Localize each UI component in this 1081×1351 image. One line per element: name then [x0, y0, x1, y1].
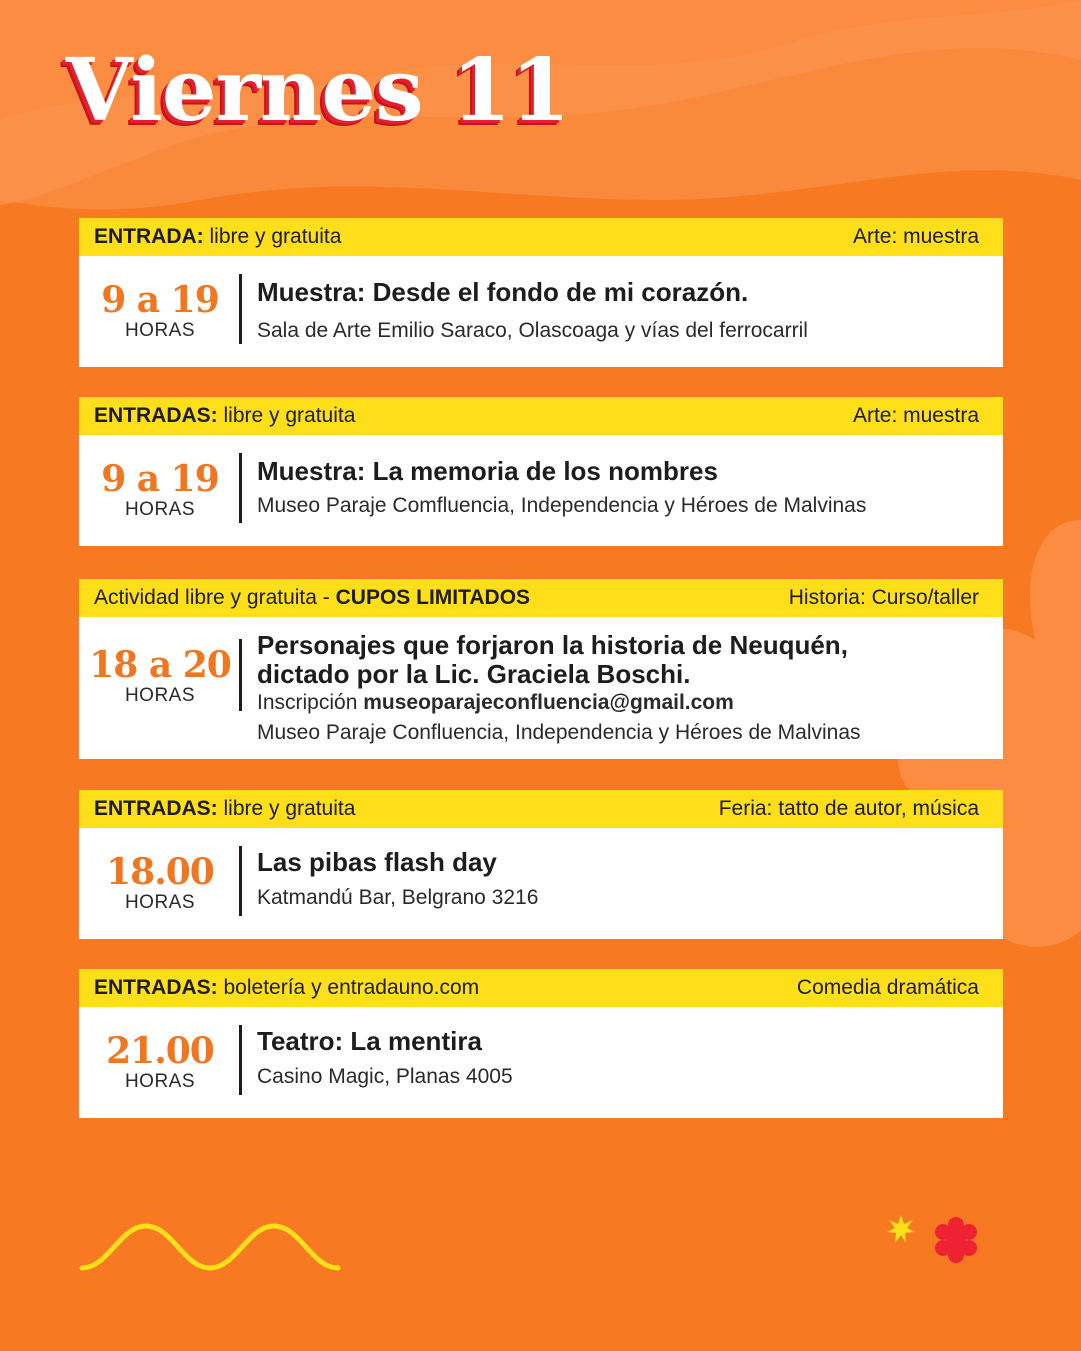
time-range: 18 a 20	[89, 644, 231, 686]
entry-info	[94, 976, 479, 1000]
event-header-bar	[79, 218, 1003, 256]
event-title: Muestra: La memoria de los nombres	[257, 456, 718, 486]
event-title: Teatro: La mentira	[257, 1026, 482, 1056]
event-header-bar	[79, 969, 1003, 1007]
event-time	[79, 828, 241, 939]
event-details	[257, 457, 983, 521]
event-registration	[257, 689, 983, 716]
entry-info	[94, 404, 355, 428]
entry-info	[94, 797, 355, 821]
event-category: Historia: Curso/taller	[788, 586, 979, 609]
wavy-line-icon	[78, 1218, 344, 1278]
entry-label: ENTRADAS:	[94, 976, 218, 999]
divider-line	[239, 846, 242, 916]
entry-value: libre y gratuita	[217, 404, 356, 427]
page-title: Viernes 11	[66, 40, 570, 141]
event-title: Las pibas flash day	[257, 847, 497, 877]
event-time	[79, 435, 241, 546]
event-body	[79, 256, 1003, 367]
event-details	[257, 278, 983, 346]
event-details	[257, 848, 983, 913]
entry-label: ENTRADAS:	[94, 797, 218, 820]
flower-icon	[932, 1216, 980, 1264]
event-location: Museo Paraje Comfluencia, Independencia y Héroes de Malvinas	[257, 494, 867, 517]
divider-line	[239, 453, 242, 523]
event-card-2	[79, 397, 1003, 546]
time-range: 9 a 19	[101, 457, 219, 500]
event-header-bar	[79, 397, 1003, 435]
time-range: 9 a 19	[101, 278, 219, 321]
event-card-1	[79, 218, 1003, 367]
time-unit: HORAS	[124, 891, 196, 913]
entry-value: libre y gratuita	[217, 797, 356, 820]
divider-line	[239, 639, 242, 711]
entry-value: boletería y entradauno.com	[217, 976, 480, 999]
event-details	[257, 1027, 983, 1092]
entry-label: ENTRADA:	[94, 225, 204, 248]
event-card-4	[79, 790, 1003, 939]
divider-line	[239, 274, 242, 344]
time-unit: HORAS	[124, 319, 196, 341]
time-range: 18.00	[106, 850, 214, 893]
event-location: Katmandú Bar, Belgrano 3216	[257, 886, 539, 909]
event-time	[79, 256, 241, 367]
entry-value: Actividad libre y gratuita -	[94, 586, 336, 609]
event-card-5	[79, 969, 1003, 1118]
event-title: Muestra: Desde el fondo de mi corazón.	[257, 277, 749, 307]
event-body	[79, 617, 1003, 759]
registration-email: museoparajeconfluencia@gmail.com	[363, 691, 734, 714]
time-unit: HORAS	[124, 685, 196, 706]
event-location: Museo Paraje Confluencia, Independencia y Héroes de Malvinas	[257, 721, 861, 744]
time-unit: HORAS	[124, 498, 196, 520]
event-time	[79, 617, 241, 737]
event-body	[79, 435, 1003, 546]
event-location: Sala de Arte Emilio Saraco, Olascoaga y vías del ferrocarril	[257, 319, 808, 342]
entry-label: ENTRADAS:	[94, 404, 218, 427]
entry-info	[94, 586, 530, 610]
registration-label: Inscripción	[257, 691, 364, 714]
event-title-line-2: dictado por la Lic. Graciela Boschi.	[257, 659, 691, 689]
event-location: Casino Magic, Planas 4005	[257, 1065, 513, 1088]
event-time	[79, 1007, 241, 1118]
event-details	[257, 631, 983, 748]
event-header-bar	[79, 579, 1003, 617]
divider-line	[239, 1025, 242, 1095]
entry-info	[94, 225, 341, 249]
event-category: Arte: muestra	[852, 404, 979, 427]
event-card-3	[79, 579, 1003, 759]
entry-label: CUPOS LIMITADOS	[335, 586, 531, 609]
event-category: Feria: tatto de autor, música	[718, 797, 979, 820]
time-range: 21.00	[106, 1029, 214, 1072]
event-body	[79, 828, 1003, 939]
time-unit: HORAS	[124, 1070, 196, 1092]
event-header-bar	[79, 790, 1003, 828]
entry-value: libre y gratuita	[203, 225, 342, 248]
event-title-line-1: Personajes que forjaron la historia de Neuquén,	[257, 630, 848, 660]
sparkle-icon	[886, 1214, 916, 1244]
event-body	[79, 1007, 1003, 1118]
event-category: Arte: muestra	[852, 225, 979, 248]
event-category: Comedia dramática	[796, 976, 979, 999]
